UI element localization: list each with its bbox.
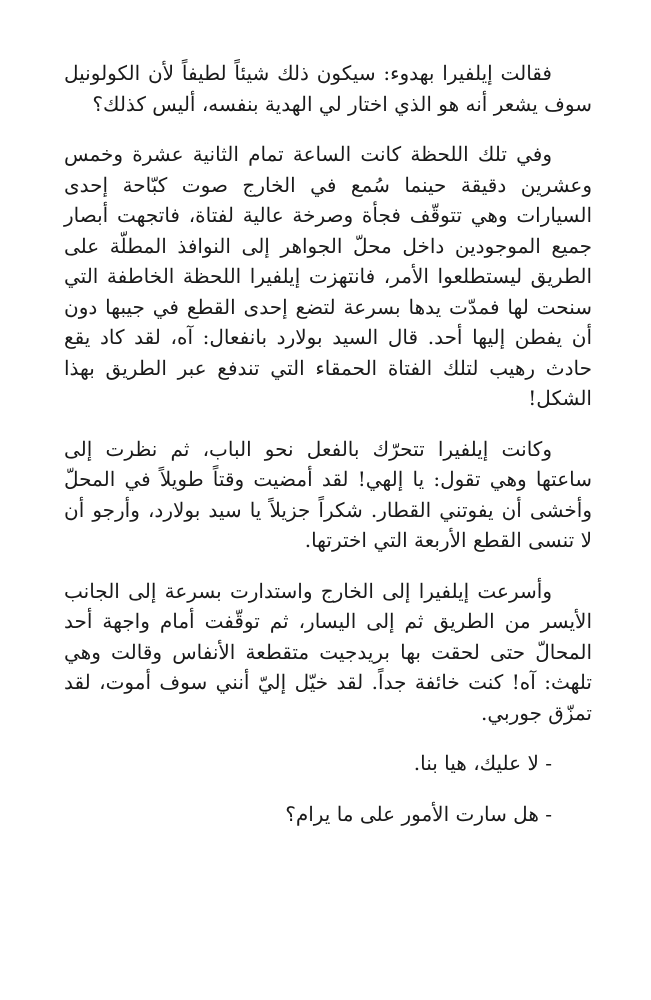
dialogue-line-2: - هل سارت الأمور على ما يرام؟: [285, 801, 552, 826]
paragraph-1: فقالت إيلفيرا بهدوء: سيكون ذلك شيئاً لطيفاً لأن الكولونيل سوف يشعر أنه هو الذي اختار لي الهدية بنفسه، أليس كذلك؟: [64, 61, 592, 116]
book-page: [64, 58, 592, 849]
paragraph-3: وكانت إيلفيرا تتحرّك بالفعل نحو الباب، ثم نظرت إلى ساعتها وهي تقول: يا إلهي! لقد أمضيت وقتاً طويلاً في المحلّ وأخشى أن يفوتني القطار. شكراً جزيلاً يا سيد بولارد، وأرجو أن لا تنسى القطع الأربعة التي اخترتها.: [64, 436, 592, 552]
paragraph-4: وأسرعت إيلفيرا إلى الخارج واستدارت بسرعة إلى الجانب الأيسر من الطريق ثم إلى اليسار، ثم توقّفت أمام واجهة أحد المحالّ حتى لحقت بها بريدجيت متقطعة الأنفاس وقالت وهي تلهث: آه! كنت خائفة جداً. لقد خيّل إليّ أنني سوف أموت، لقد تمزّق جوربي.: [64, 578, 592, 725]
dialogue-line-1: - لا عليك، هيا بنا.: [413, 751, 552, 775]
paragraph-2: وفي تلك اللحظة كانت الساعة تمام الثانية عشرة وخمس وعشرين دقيقة حينما سُمع في الخارج صوت كبّاحة إحدى السيارات وهي تتوقّف فجأة وصرخة عالية لفتاة، فاتجهت أبصار جميع الموجودين داخل محلّ الجواهر إلى النوافذ المطلّة على الطريق ليستطلعوا الأمر، فانتهزت إيلفيرا اللحظة الخاطفة التي سنحت لها فمدّت يدها بسرعة لتضع إحدى القطع في جيبها دون أن يفطن إليها أحد. قال السيد بولارد بانفعال: آه، لقد كاد يقع حادث رهيب لتلك الفتاة الحمقاء التي تندفع عبر الطريق بهذا الشكل!: [64, 142, 592, 410]
